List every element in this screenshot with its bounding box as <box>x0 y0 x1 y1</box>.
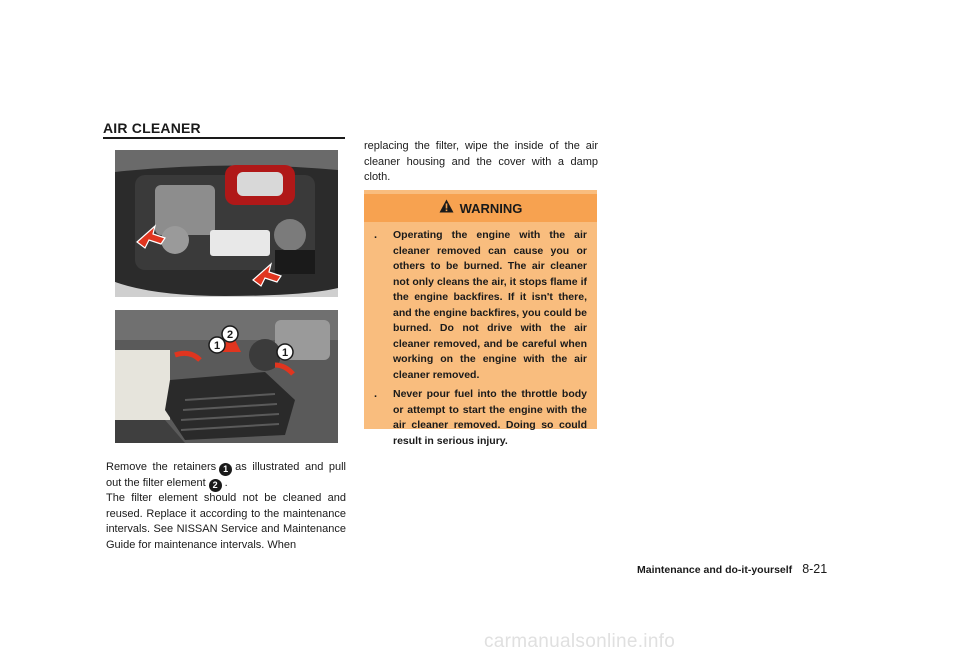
warning-item-text: Never pour fuel into the throttle body or attempt to start the engine with the air cleaner removed. Doing so could result in serious injury. <box>393 388 587 447</box>
svg-text:1: 1 <box>213 340 221 352</box>
remove-text-before: Remove the retainers <box>106 461 217 473</box>
bullet: . <box>374 229 378 241</box>
warning-title: WARNING <box>459 200 523 216</box>
title-rule <box>103 137 345 139</box>
warning-list <box>364 228 597 453</box>
svg-text:1: 1 <box>281 347 289 359</box>
callout-1-left <box>209 337 225 353</box>
remove-instruction <box>106 460 346 492</box>
remove-text-after: . <box>224 477 228 489</box>
callout-1-right <box>277 344 293 360</box>
bullet: . <box>374 388 378 400</box>
watermark: carmanualsonline.info <box>484 631 676 652</box>
continued-paragraph: replacing the filter, wipe the inside of the air cleaner housing and the cover with a damp cloth. <box>364 140 598 183</box>
warning-item-text: Operating the engine with the air cleaner removed can cause you or others to be burned. The air cleaner not only cleans the air, it stops flame if the engine backfires. If it isn't there, and the engine backfires, you could be burned. Do not drive with the air cleaner removed, and be careful when working on the engine with the air cleaner removed. <box>393 229 587 381</box>
section-title: AIR CLEANER <box>103 120 201 136</box>
callout-2 <box>222 326 238 342</box>
page-footer <box>637 562 827 576</box>
warning-triangle-icon <box>439 199 454 218</box>
svg-text:2: 2 <box>226 329 234 341</box>
warning-header <box>364 194 597 222</box>
engine-bay-illustration <box>115 150 338 297</box>
marker-1: 1 <box>219 463 232 476</box>
page-number: 8-21 <box>802 562 828 576</box>
air-cleaner-illustration <box>115 310 338 443</box>
filter-paragraph: The filter element should not be cleaned and reused. Replace it according to the maintenance intervals. See NISSAN Service and Maintenance Guide for maintenance intervals. When <box>106 492 346 551</box>
warning-item <box>364 387 597 449</box>
remove-text-middle: as illustrated and pull out the filter element <box>106 461 346 489</box>
marker-2: 2 <box>209 479 222 492</box>
warning-box <box>364 190 597 447</box>
warning-item <box>364 228 597 383</box>
footer-section-label: Maintenance and do-it-yourself <box>637 564 793 576</box>
